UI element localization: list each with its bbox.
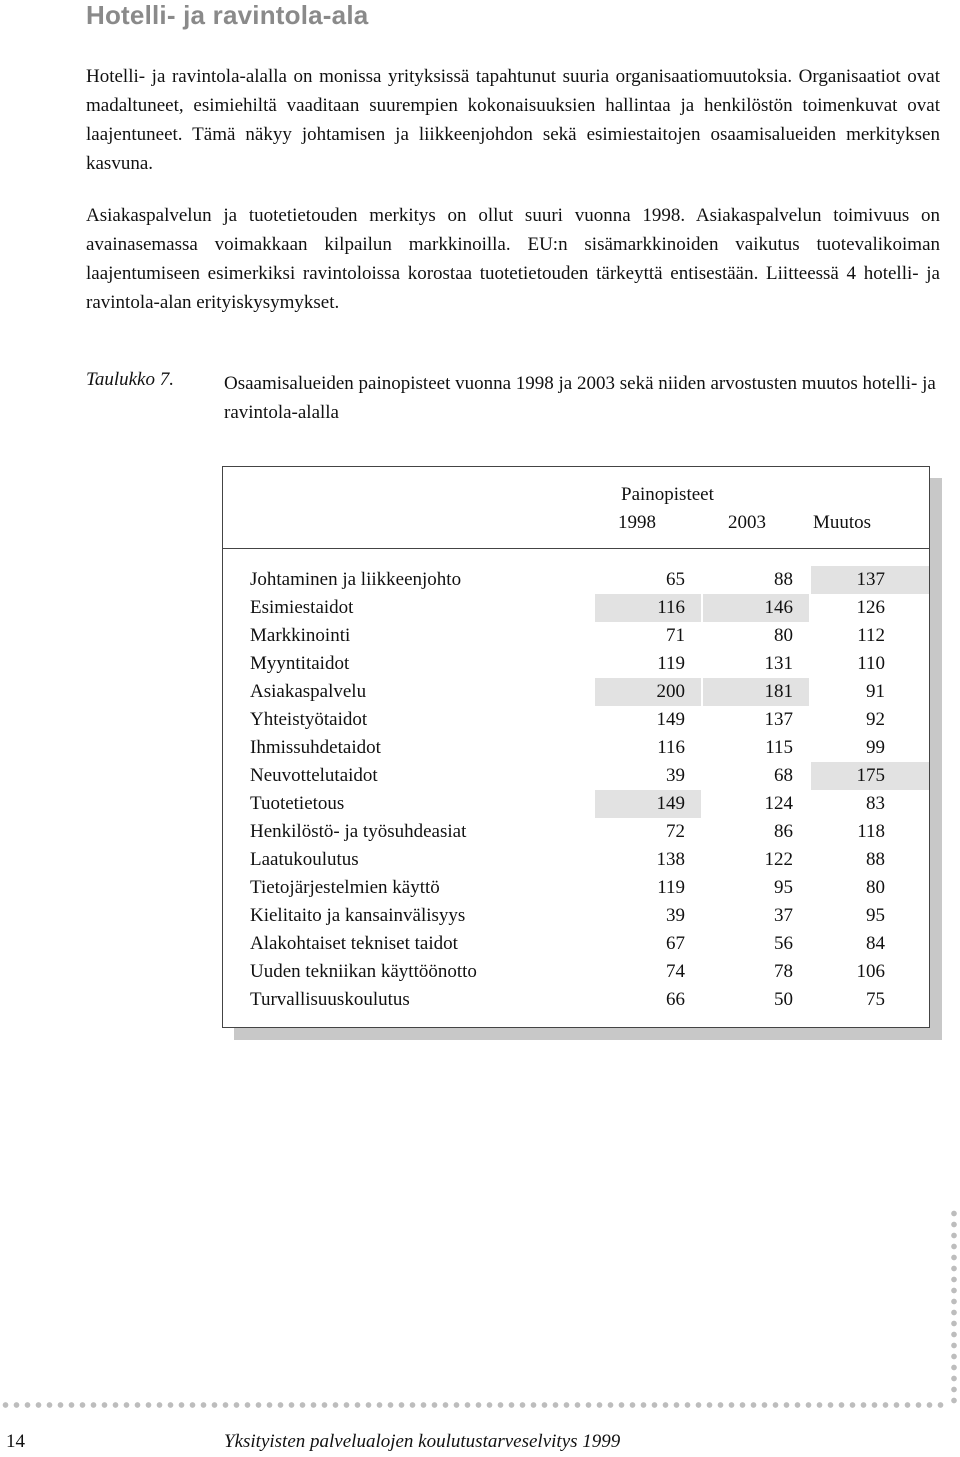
table-row <box>223 762 929 790</box>
cell-value: 80 <box>866 877 885 898</box>
cell-v2003 <box>703 706 809 734</box>
cell-muutos <box>811 790 929 818</box>
cell-value: 115 <box>765 737 793 758</box>
cell-value: 66 <box>666 989 685 1010</box>
table-row <box>223 986 929 1014</box>
row-label: Markkinointi <box>250 625 351 646</box>
table-row <box>223 566 929 594</box>
footer-title: Yksityisten palvelualojen koulutustarveselvitys 1999 <box>224 1431 621 1452</box>
cell-value: 74 <box>666 961 685 982</box>
row-label: Myyntitaidot <box>250 653 350 674</box>
cell-muutos <box>811 762 929 790</box>
cell-v1998 <box>595 818 701 846</box>
cell-value: 67 <box>666 933 685 954</box>
cell-v2003 <box>703 958 809 986</box>
cell-muutos <box>811 734 929 762</box>
cell-value: 149 <box>656 709 685 730</box>
cell-value: 83 <box>866 793 885 814</box>
column-header-muutos: Muutos <box>813 512 872 533</box>
cell-v2003 <box>703 790 809 818</box>
row-label: Turvallisuuskoulutus <box>250 989 410 1010</box>
cell-value: 78 <box>774 961 793 982</box>
cell-v1998 <box>595 650 701 678</box>
cell-v2003 <box>703 818 809 846</box>
cell-value: 175 <box>856 765 885 786</box>
cell-v1998 <box>595 734 701 762</box>
cell-value: 91 <box>866 681 885 702</box>
cell-value: 84 <box>866 933 885 954</box>
cell-value: 146 <box>764 597 793 618</box>
cell-v1998 <box>595 594 701 622</box>
cell-value: 181 <box>764 681 793 702</box>
cell-v1998 <box>595 958 701 986</box>
column-header-1998: 1998 <box>618 512 656 533</box>
cell-value: 39 <box>666 905 685 926</box>
cell-value: 56 <box>774 933 793 954</box>
cell-value: 80 <box>774 625 793 646</box>
cell-muutos <box>811 874 929 902</box>
table-row <box>223 678 929 706</box>
cell-value: 75 <box>866 989 885 1010</box>
cell-v2003 <box>703 930 809 958</box>
cell-value: 88 <box>774 569 793 590</box>
cell-v1998 <box>595 874 701 902</box>
cell-value: 149 <box>656 793 685 814</box>
paragraph-1: Hotelli- ja ravintola-alalla on monissa yrityksissä tapahtunut suuria organisaatiomuutoksia. Organisaatiot ovat madaltuneet, esimiehiltä vaaditaan suurempien kokonaisuuksien hallintaa ja henkilöstön toimenkuvat ovat laajentuneet. Tämä näkyy johtamisen ja liikkeenjohdon sekä esimiestaitojen osaamisalueiden merkityksen kasvuna. <box>86 66 940 174</box>
table-row <box>223 902 929 930</box>
table-caption-label: Taulukko 7. <box>86 369 174 390</box>
cell-muutos <box>811 706 929 734</box>
cell-muutos <box>811 902 929 930</box>
cell-value: 95 <box>866 905 885 926</box>
cell-muutos <box>811 930 929 958</box>
cell-v1998 <box>595 846 701 874</box>
cell-value: 37 <box>774 905 793 926</box>
row-label: Kielitaito ja kansainvälisyys <box>250 905 466 926</box>
cell-value: 122 <box>764 849 793 870</box>
cell-value: 126 <box>856 597 885 618</box>
cell-v1998 <box>595 902 701 930</box>
decorative-dot-column <box>950 1208 958 1404</box>
row-label: Alakohtaiset tekniset taidot <box>250 933 458 954</box>
cell-value: 118 <box>857 821 885 842</box>
row-label: Neuvottelutaidot <box>250 765 378 786</box>
cell-v2003 <box>703 594 809 622</box>
cell-v1998 <box>595 566 701 594</box>
cell-v2003 <box>703 566 809 594</box>
cell-v1998 <box>595 678 701 706</box>
table-group-header: Painopisteet <box>621 484 714 505</box>
cell-value: 88 <box>866 849 885 870</box>
cell-value: 110 <box>857 653 885 674</box>
cell-muutos <box>811 818 929 846</box>
table-row <box>223 790 929 818</box>
cell-value: 99 <box>866 737 885 758</box>
cell-muutos <box>811 958 929 986</box>
cell-value: 200 <box>656 681 685 702</box>
cell-muutos <box>811 678 929 706</box>
cell-value: 137 <box>764 709 793 730</box>
row-label: Esimiestaidot <box>250 597 354 618</box>
cell-v2003 <box>703 902 809 930</box>
cell-v2003 <box>703 874 809 902</box>
table-row <box>223 958 929 986</box>
cell-v2003 <box>703 678 809 706</box>
cell-v2003 <box>703 650 809 678</box>
paragraph-2: Asiakaspalvelun ja tuotetietouden merkitys on ollut suuri vuonna 1998. Asiakaspalvelun toimivuus on avainasemassa voimakkaan kilpailun markkinoilla. EU:n sisämarkkinoiden vaikutus tuotevalikoiman laajentumiseen esimerkiksi ravintoloissa korostaa tuotetietouden tärkeyttä entisestään. Liitteessä 4 hotelli- ja ravintola-alan erityiskysymykset. <box>86 205 940 313</box>
data-table <box>222 466 930 1028</box>
table-row <box>223 734 929 762</box>
cell-v1998 <box>595 790 701 818</box>
cell-value: 119 <box>657 653 685 674</box>
cell-muutos <box>811 594 929 622</box>
table-row <box>223 874 929 902</box>
row-label: Yhteistyötaidot <box>250 709 368 730</box>
cell-muutos <box>811 622 929 650</box>
table-row <box>223 846 929 874</box>
cell-muutos <box>811 650 929 678</box>
cell-value: 65 <box>666 569 685 590</box>
cell-value: 131 <box>764 653 793 674</box>
cell-value: 86 <box>774 821 793 842</box>
cell-v2003 <box>703 622 809 650</box>
cell-muutos <box>811 846 929 874</box>
table-row <box>223 706 929 734</box>
table-caption-text: Osaamisalueiden painopisteet vuonna 1998 ja 2003 sekä niiden arvostusten muutos hotelli- ja ravintola-alalla <box>224 373 936 423</box>
row-label: Ihmissuhdetaidot <box>250 737 381 758</box>
cell-v1998 <box>595 986 701 1014</box>
page-number: 14 <box>6 1431 25 1452</box>
header-divider <box>223 548 929 549</box>
cell-value: 112 <box>857 625 885 646</box>
cell-v2003 <box>703 762 809 790</box>
row-label: Laatukoulutus <box>250 849 359 870</box>
row-label: Tietojärjestelmien käyttö <box>250 877 440 898</box>
cell-value: 72 <box>666 821 685 842</box>
table-row <box>223 594 929 622</box>
section-heading: Hotelli- ja ravintola-ala <box>86 0 369 30</box>
row-label: Tuotetietous <box>250 793 345 814</box>
cell-v2003 <box>703 734 809 762</box>
cell-value: 138 <box>656 849 685 870</box>
cell-value: 116 <box>657 737 685 758</box>
cell-muutos <box>811 986 929 1014</box>
table-row <box>223 650 929 678</box>
cell-value: 95 <box>774 877 793 898</box>
cell-v1998 <box>595 762 701 790</box>
cell-value: 137 <box>856 569 885 590</box>
cell-value: 124 <box>764 793 793 814</box>
cell-v2003 <box>703 846 809 874</box>
cell-value: 119 <box>657 877 685 898</box>
cell-value: 116 <box>657 597 685 618</box>
table-row <box>223 930 929 958</box>
column-header-2003: 2003 <box>728 512 766 533</box>
cell-value: 68 <box>774 765 793 786</box>
cell-value: 106 <box>856 961 885 982</box>
table-row <box>223 818 929 846</box>
row-label: Henkilöstö- ja työsuhdeasiat <box>250 821 467 842</box>
cell-muutos <box>811 566 929 594</box>
decorative-dot-row <box>0 1400 948 1410</box>
row-label: Johtaminen ja liikkeenjohto <box>250 569 462 590</box>
cell-v1998 <box>595 622 701 650</box>
row-label: Asiakaspalvelu <box>250 681 367 702</box>
cell-v1998 <box>595 930 701 958</box>
row-label: Uuden tekniikan käyttöönotto <box>250 961 477 982</box>
cell-v2003 <box>703 986 809 1014</box>
cell-v1998 <box>595 706 701 734</box>
cell-value: 71 <box>666 625 685 646</box>
cell-value: 39 <box>666 765 685 786</box>
cell-value: 50 <box>774 989 793 1010</box>
table-row <box>223 622 929 650</box>
cell-value: 92 <box>866 709 885 730</box>
